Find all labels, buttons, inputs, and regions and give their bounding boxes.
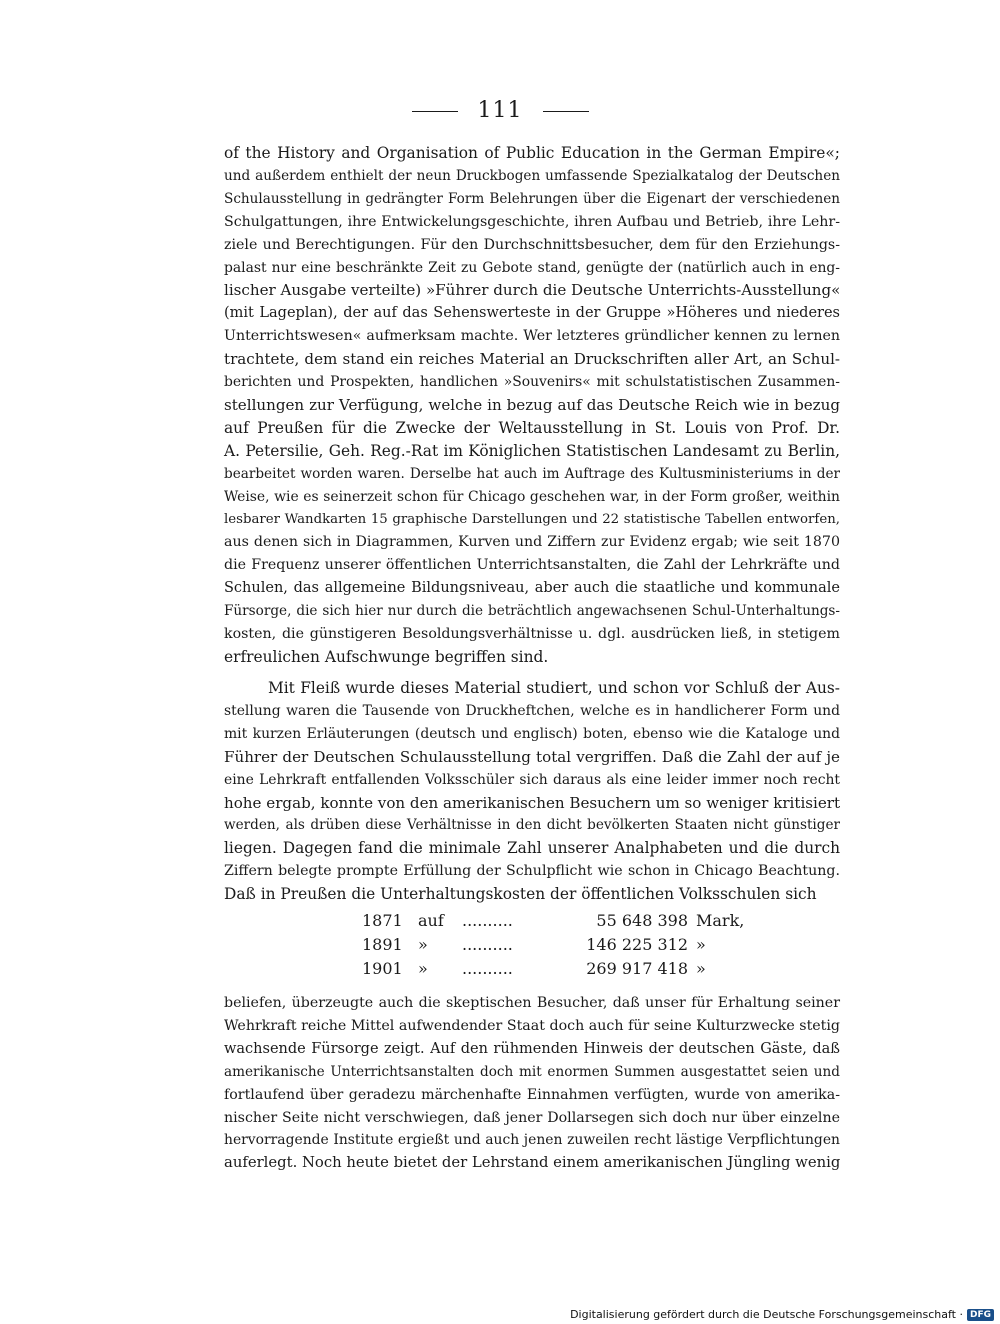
text-line: die Frequenz unserer öffentlichen Unterrichtsanstalten, die Zahl der Lehrkräfte und <box>224 557 840 574</box>
paragraph-2 <box>224 677 840 906</box>
text-line: Schulen, das allgemeine Bildungsniveau, aber auch die staatliche und kommunale <box>224 580 840 597</box>
dfg-logo-icon: DFG <box>967 1309 994 1321</box>
header-rule-left <box>412 111 458 112</box>
text-line: hohe ergab, konnte von den amerikanischen Besuchern um so weniger kritisiert <box>224 793 841 812</box>
text-line: Daß in Preußen die Unterhaltungskosten der öffentlichen Volksschulen sich <box>224 885 817 904</box>
table-row <box>362 957 736 981</box>
table-prefix: auf <box>418 911 444 930</box>
text-line: bearbeitet worden waren. Derselbe hat auch im Auftrage des Kultusministeriums in der <box>224 465 840 482</box>
text-line: wachsende Fürsorge zeigt. Auf den rühmenden Hinweis der deutschen Gäste, daß <box>224 1040 840 1057</box>
table-value: 146 225 312 <box>586 935 688 954</box>
table-unit: Mark, <box>696 911 745 930</box>
text-line: beliefen, überzeugte auch die skeptischen Besucher, daß unser für Erhaltung seiner <box>224 995 840 1011</box>
text-line: Mit Fleiß wurde dieses Material studiert, und schon vor Schluß der Aus- <box>268 679 840 697</box>
header-rule-right <box>543 111 589 112</box>
text-line: lesbarer Wandkarten 15 graphische Darstellungen und 22 statistische Tabellen entworfen, <box>224 511 840 527</box>
page-number: 111 <box>477 98 523 123</box>
text-line: erfreulichen Aufschwunge begriffen sind. <box>224 647 549 666</box>
credit-text: Digitalisierung gefördert durch die Deutsche Forschungsgemeinschaft · <box>570 1308 963 1321</box>
table-prefix: » <box>418 935 428 954</box>
text-line: hervorragende Institute ergießt und auch jenen zuweilen recht lästige Verpflichtungen <box>224 1132 840 1149</box>
text-line: trachtete, dem stand ein reiches Material an Druckschriften aller Art, an Schul- <box>224 350 840 369</box>
text-line: Ziffern belegte prompte Erfüllung der Schulpflicht wie schon in Chicago Beachtung. <box>224 863 840 880</box>
table-row <box>362 909 745 933</box>
text-line: stellungen zur Verfügung, welche in bezug auf das Deutsche Reich wie in bezug <box>224 395 840 414</box>
text-line: kosten, die günstigeren Besoldungsverhältnisse u. dgl. ausdrücken ließ, in stetigem <box>224 626 840 643</box>
text-line: A. Petersilie, Geh. Reg.-Rat im Königlichen Statistischen Landesamt zu Berlin, <box>224 441 840 460</box>
table-year: 1871 <box>362 911 403 930</box>
text-line: mit kurzen Erläuterungen (deutsch und englisch) boten, ebenso wie die Kataloge und <box>224 725 840 742</box>
text-line: stellung waren die Tausende von Druckheftchen, welche es in handlicherer Form und <box>224 702 840 719</box>
text-line: eine Lehrkraft entfallenden Volksschüler sich daraus als eine leider immer noch recht <box>224 771 840 788</box>
text-line: Fürsorge, die sich hier nur durch die beträchtlich angewachsenen Schul-Unterhaltungs- <box>224 603 840 620</box>
table-unit: » <box>696 959 706 978</box>
text-line: amerikanische Unterrichtsanstalten doch mit enormen Summen ausgestattet seien und <box>224 1063 840 1080</box>
text-line: auf Preußen für die Zwecke der Weltausstellung in St. Louis von Prof. Dr. <box>224 418 840 437</box>
text-line: fortlaufend über geradezu märchenhafte Einnahmen verfügten, wurde von amerika- <box>224 1086 840 1103</box>
paragraph-3 <box>224 992 840 1175</box>
table-year: 1891 <box>362 935 403 954</box>
table-unit: » <box>696 935 706 954</box>
text-line: Weise, wie es seinerzeit schon für Chicago geschehen war, in der Form großer, weithin <box>224 488 840 505</box>
table-leader-dots: .......... <box>462 959 513 978</box>
school-cost-table <box>362 909 745 981</box>
table-value: 269 917 418 <box>586 959 688 978</box>
text-line: Führer der Deutschen Schulausstellung total vergriffen. Daß die Zahl der auf je <box>224 747 840 766</box>
table-leader-dots: .......... <box>462 935 513 954</box>
text-line: und außerdem enthielt der neun Druckbogen umfassende Spezialkatalog der Deutschen <box>224 167 840 184</box>
text-line: nischer Seite nicht verschwiegen, daß jener Dollarsegen sich doch nur über einzelne <box>224 1109 840 1126</box>
text-line: auferlegt. Noch heute bietet der Lehrstand einem amerikanischen Jüngling wenig <box>224 1154 841 1172</box>
text-line: ziele und Berechtigungen. Für den Durchschnittsbesucher, dem für den Erziehungs- <box>224 236 840 253</box>
page-header <box>0 98 1000 123</box>
digitization-credit <box>570 1308 994 1321</box>
table-value: 55 648 398 <box>596 911 688 930</box>
text-line: berichten und Prospekten, handlichen »Souvenirs« mit schulstatistischen Zusammen- <box>224 374 840 391</box>
table-prefix: » <box>418 959 428 978</box>
text-line: lischer Ausgabe verteilte) »Führer durch die Deutsche Unterrichts-Ausstellung« <box>224 281 841 300</box>
text-line: Schulgattungen, ihre Entwickelungsgeschichte, ihren Aufbau und Betrieb, ihre Lehr- <box>224 213 840 230</box>
text-line: of the History and Organisation of Public Education in the German Empire«; <box>224 144 840 162</box>
text-line: Schulausstellung in gedrängter Form Belehrungen über die Eigenart der verschiedenen <box>224 190 840 207</box>
table-year: 1901 <box>362 959 403 978</box>
paragraph-1 <box>224 142 840 669</box>
table-row <box>362 933 736 957</box>
text-line: palast nur eine beschränkte Zeit zu Gebote stand, genügte der (natürlich auch in eng- <box>224 259 840 276</box>
text-line: Wehrkraft reiche Mittel aufwendender Staat doch auch für seine Kulturzwecke stetig <box>224 1017 840 1034</box>
table-leader-dots: .......... <box>462 911 513 930</box>
text-line: liegen. Dagegen fand die minimale Zahl unserer Analphabeten und die durch <box>224 839 840 858</box>
text-line: aus denen sich in Diagrammen, Kurven und Ziffern zur Evidenz ergab; wie seit 1870 <box>224 534 840 551</box>
text-line: (mit Lageplan), der auf das Sehenswerteste in der Gruppe »Höheres und niederes <box>224 305 840 322</box>
text-line: werden, als drüben diese Verhältnisse in den dicht bevölkerten Staaten nicht günstiger <box>224 817 840 834</box>
text-line: Unterrichtswesen« aufmerksam machte. Wer letzteres gründlicher kennen zu lernen <box>224 328 840 345</box>
